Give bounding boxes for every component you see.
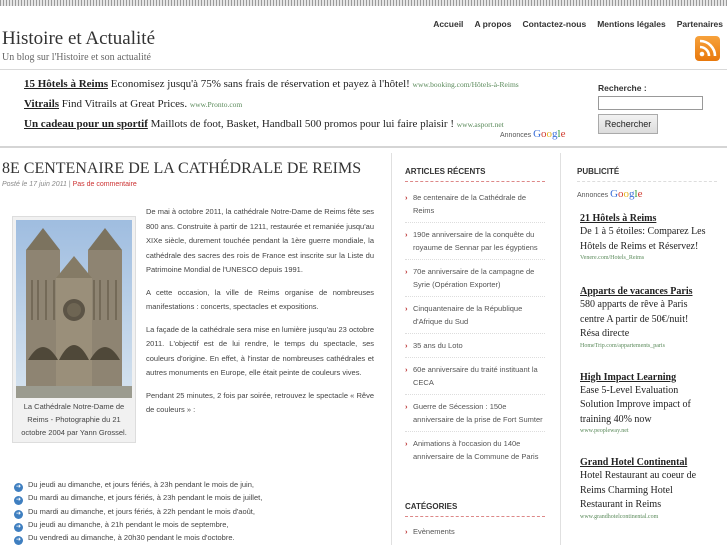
- pub-heading: PUBLICITÉ: [577, 167, 620, 176]
- content-divider: [0, 146, 727, 148]
- site-tagline: Un blog sur l'Histoire et son actualité: [2, 52, 151, 63]
- ad-title-link[interactable]: Apparts de vacances Paris: [580, 286, 693, 297]
- nav-a-propos[interactable]: A propos: [474, 19, 512, 29]
- recent-article-link[interactable]: › 35 ans du Loto: [405, 339, 545, 352]
- post-meta: [2, 181, 137, 188]
- pub-annonces-google[interactable]: [577, 188, 643, 200]
- nav-mentions-legales[interactable]: Mentions légales: [597, 19, 666, 29]
- ad-url[interactable]: www.booking.com/Hôtels-à-Reims: [412, 80, 519, 89]
- list-separator: [405, 431, 545, 432]
- header-divider: [0, 69, 727, 70]
- list-separator: [405, 296, 545, 297]
- category-link[interactable]: › Evènements: [405, 525, 545, 538]
- ad-title-link[interactable]: 15 Hôtels à Reims: [24, 78, 109, 90]
- post-body: [146, 205, 374, 426]
- categories-heading: CATÉGORIES: [405, 502, 458, 511]
- list-item: [14, 531, 262, 544]
- ad-url[interactable]: www.grandhotelcontinental.com: [580, 513, 659, 520]
- post-paragraph: Pendant 25 minutes, 2 fois par soirée, retrouvez le spectacle « Rêve de couleurs » :: [146, 390, 374, 414]
- annonces-label: Annonces: [500, 132, 532, 139]
- ad-title-link[interactable]: High Impact Learning: [580, 371, 677, 383]
- recent-article-link[interactable]: › Cinquantenaire de la République d'Afrique du Sud: [405, 302, 545, 328]
- cathedral-photo[interactable]: [16, 220, 132, 398]
- post-paragraph: De mai à octobre 2011, la cathédrale Notre-Dame de Reims fête ses 800 ans. Construite à partir de 1211, restaurée et remaniée jusqu'au XIXe siècle, durement touchée pendant la 1ère guerre mondiale, la cathédrale des sacres des rois de France est inscrite sur la Liste du Patrimoine Mondial de l'UNESCO depuis 1991.: [146, 207, 374, 274]
- categories-list: [405, 525, 545, 538]
- top-ad: [24, 117, 579, 134]
- post-date: Posté le 17 juin 2011 |: [2, 181, 71, 188]
- post-paragraph: La façade de la cathédrale sera mise en lumière jusqu'au 23 octobre 2011. L'objectif est de lui rendre, le temps du spectacle, ses couleurs d'origine. En effet, à l'instar de nombreuses cathédrales et autres monuments en Europe, elle était peinte de couleurs vives.: [146, 324, 374, 377]
- google-logo: Google: [533, 128, 566, 140]
- nav-partenaires[interactable]: Partenaires: [676, 19, 723, 29]
- ad-description: Hotel Restaurant au coeur de Reims Charming Hotel Restaurant in Reims: [580, 470, 697, 510]
- ad-url[interactable]: HomeTrip.com/appartements_paris: [580, 342, 665, 349]
- column-divider: [391, 153, 392, 545]
- ad-title-link[interactable]: Un cadeau pour un sportif: [24, 118, 148, 130]
- list-item: [14, 478, 262, 491]
- top-ad: [24, 77, 579, 94]
- list-separator: [405, 357, 545, 358]
- ad-description: Ease 5-Level Evaluation Solution Improve impact of training 40% now: [580, 384, 691, 425]
- recent-article-link[interactable]: › 8e centenaire de la Cathédrale de Reims: [405, 191, 545, 217]
- list-item: [14, 505, 262, 518]
- top-stripe: [0, 0, 727, 6]
- ad-description: Economisez jusqu'à 75% sans frais de réservation et payez à l'hôtel!: [110, 78, 410, 90]
- ad-title-link[interactable]: Vitrails: [24, 98, 60, 110]
- list-separator: [405, 259, 545, 260]
- list-separator: [405, 333, 545, 334]
- post-title[interactable]: 8E CENTENAIRE DE LA CATHÉDRALE DE REIMS: [2, 160, 362, 177]
- search-input[interactable]: [598, 96, 703, 110]
- nav-accueil[interactable]: Accueil: [433, 19, 464, 29]
- ad-url[interactable]: Venere.com/Hotels_Reims: [580, 255, 645, 261]
- sidebar-ad: [580, 371, 710, 437]
- annonces-google[interactable]: [500, 128, 566, 140]
- google-logo: Google: [610, 188, 643, 200]
- ad-description: Find Vitrails at Great Prices.: [61, 98, 188, 110]
- ad-url[interactable]: www.peopleway.net: [580, 428, 629, 434]
- arrow-bullet-icon: ➜: [15, 523, 22, 530]
- list-item: [14, 491, 262, 504]
- annonces-label: Annonces: [577, 192, 609, 199]
- arrow-bullet-icon: ➜: [15, 537, 22, 544]
- recent-heading-rule: [405, 181, 545, 182]
- post-paragraph: A cette occasion, la ville de Reims organise de nombreuses manifestations : concerts, spectacles et expositions.: [146, 287, 374, 311]
- arrow-bullet-icon: ➜: [15, 497, 22, 504]
- arrow-bullet-icon: ➜: [15, 510, 22, 517]
- list-item: [14, 518, 262, 531]
- recent-article-link[interactable]: › Animations à l'occasion du 140e anniversaire de la Commune de Paris: [405, 437, 545, 463]
- ad-title-link[interactable]: Grand Hotel Continental: [580, 457, 688, 468]
- site-title[interactable]: Histoire et Actualité: [2, 28, 156, 49]
- recent-heading: ARTICLES RÉCENTS: [405, 167, 486, 176]
- recent-article-link[interactable]: › Guerre de Sécession : 150e anniversaire de la prise de Fort Sumter: [405, 400, 545, 426]
- schedule-text: Du vendredi au dimanche, à 20h30 pendant le mois d'octobre.: [28, 533, 235, 543]
- recent-article-link[interactable]: › 70e anniversaire de la campagne de Syrie (Opération Exporter): [405, 265, 545, 291]
- column-divider: [560, 153, 561, 545]
- sidebar-ad: [580, 456, 710, 522]
- search-label: Recherche :: [598, 83, 647, 93]
- main-nav: [433, 19, 723, 29]
- ad-description: 580 apparts de rêve à Paris centre A partir de 50€/nuit! Résa directe: [580, 299, 689, 339]
- top-ads: [24, 77, 579, 137]
- schedule-text: Du jeudi au dimanche, et jours fériés, à 23h pendant le mois de juin,: [28, 480, 254, 489]
- schedule-text: Du jeudi au dimanche, à 21h pendant le mois de septembre,: [28, 519, 229, 529]
- cathedral-figure: [12, 216, 136, 443]
- sidebar-ad: [580, 212, 710, 263]
- list-separator: [405, 394, 545, 395]
- comments-link[interactable]: Pas de commentaire: [72, 181, 137, 188]
- recent-article-link[interactable]: › 190e anniversaire de la conquête du royaume de Sennar par les égyptiens: [405, 228, 545, 254]
- recent-article-link[interactable]: › 60e anniversaire du traité instituant la CECA: [405, 363, 545, 389]
- sidebar-ads: [580, 212, 710, 534]
- schedule-list: [14, 478, 262, 544]
- photo-caption: La Cathédrale Notre-Dame de Reims - Photographie du 21 octobre 2004 par Yann Grossel.: [21, 402, 127, 437]
- ad-url[interactable]: www.asport.net: [456, 120, 504, 129]
- sidebar-ad: [580, 285, 710, 351]
- rss-feed-icon[interactable]: [695, 36, 720, 61]
- recent-articles-list: [405, 191, 545, 463]
- top-ad: [24, 97, 579, 114]
- schedule-text: Du mardi au dimanche, et jours fériés, à 23h pendant le mois de juillet,: [28, 493, 263, 503]
- ad-title-link[interactable]: 21 Hôtels à Reims: [580, 213, 657, 224]
- categories-heading-rule: [405, 516, 545, 517]
- nav-contactez-nous[interactable]: Contactez-nous: [522, 19, 587, 29]
- ad-description: Maillots de foot, Basket, Handball 500 promos pour lui faire plaisir !: [150, 118, 454, 130]
- ad-url[interactable]: www.Pronto.com: [189, 100, 243, 109]
- pub-heading-rule: [577, 181, 717, 182]
- ad-description: De 1 à 5 étoiles: Comparez Les Hôtels de Reims et Réservez!: [580, 226, 706, 252]
- schedule-text: Du mardi au dimanche, et jours fériés, à 22h pendant le mois d'août,: [28, 506, 255, 516]
- arrow-bullet-icon: ➜: [15, 484, 22, 490]
- list-separator: [405, 222, 545, 223]
- search-button[interactable]: Rechercher: [598, 114, 658, 134]
